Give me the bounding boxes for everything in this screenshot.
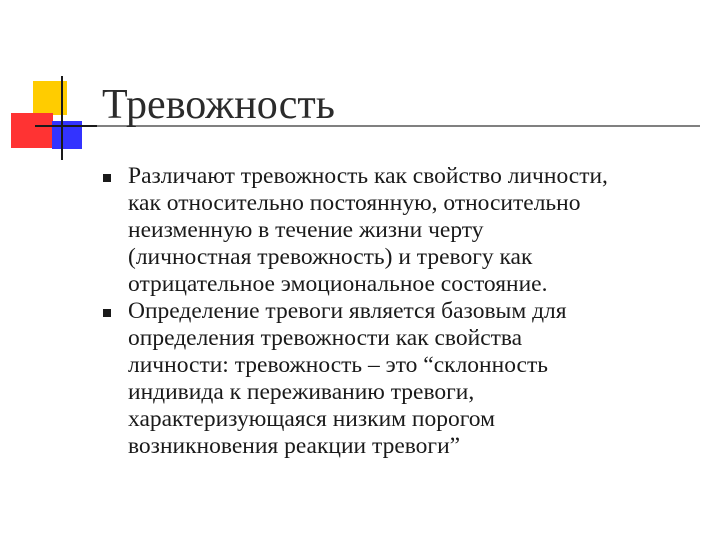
bullet-line: Различают тревожность как свойство личности,: [128, 163, 608, 189]
bullet-line: отрицательное эмоциональное состояние.: [128, 271, 548, 297]
bullet-line: личности: тревожность – это “склонность: [128, 352, 548, 378]
bullet-line: характеризующаяся низким порогом: [128, 406, 495, 432]
logo-vertical-line: [61, 76, 63, 160]
bullet-line: (личностная тревожность) и тревогу как: [128, 244, 533, 270]
square-bullet-icon: [103, 174, 111, 182]
logo-red-square: [11, 113, 53, 148]
bullet-line: как относительно постоянную, относительно: [128, 190, 581, 216]
bullet-line: индивида к переживанию тревоги,: [128, 379, 475, 405]
bullet-line: возникновения реакции тревоги”: [128, 433, 461, 459]
bullet-line: неизменную в течение жизни черту: [128, 217, 484, 243]
bullet-item: [100, 298, 700, 460]
bullet-list: [100, 163, 700, 460]
bullet-item: [100, 163, 700, 298]
square-bullet-icon: [103, 309, 111, 317]
logo-horizontal-line: [35, 125, 97, 127]
bullet-line: Определение тревоги является базовым для: [128, 298, 567, 324]
slide-title: Тревожность: [102, 82, 335, 128]
bullet-line: определения тревожности как свойства: [128, 325, 523, 351]
